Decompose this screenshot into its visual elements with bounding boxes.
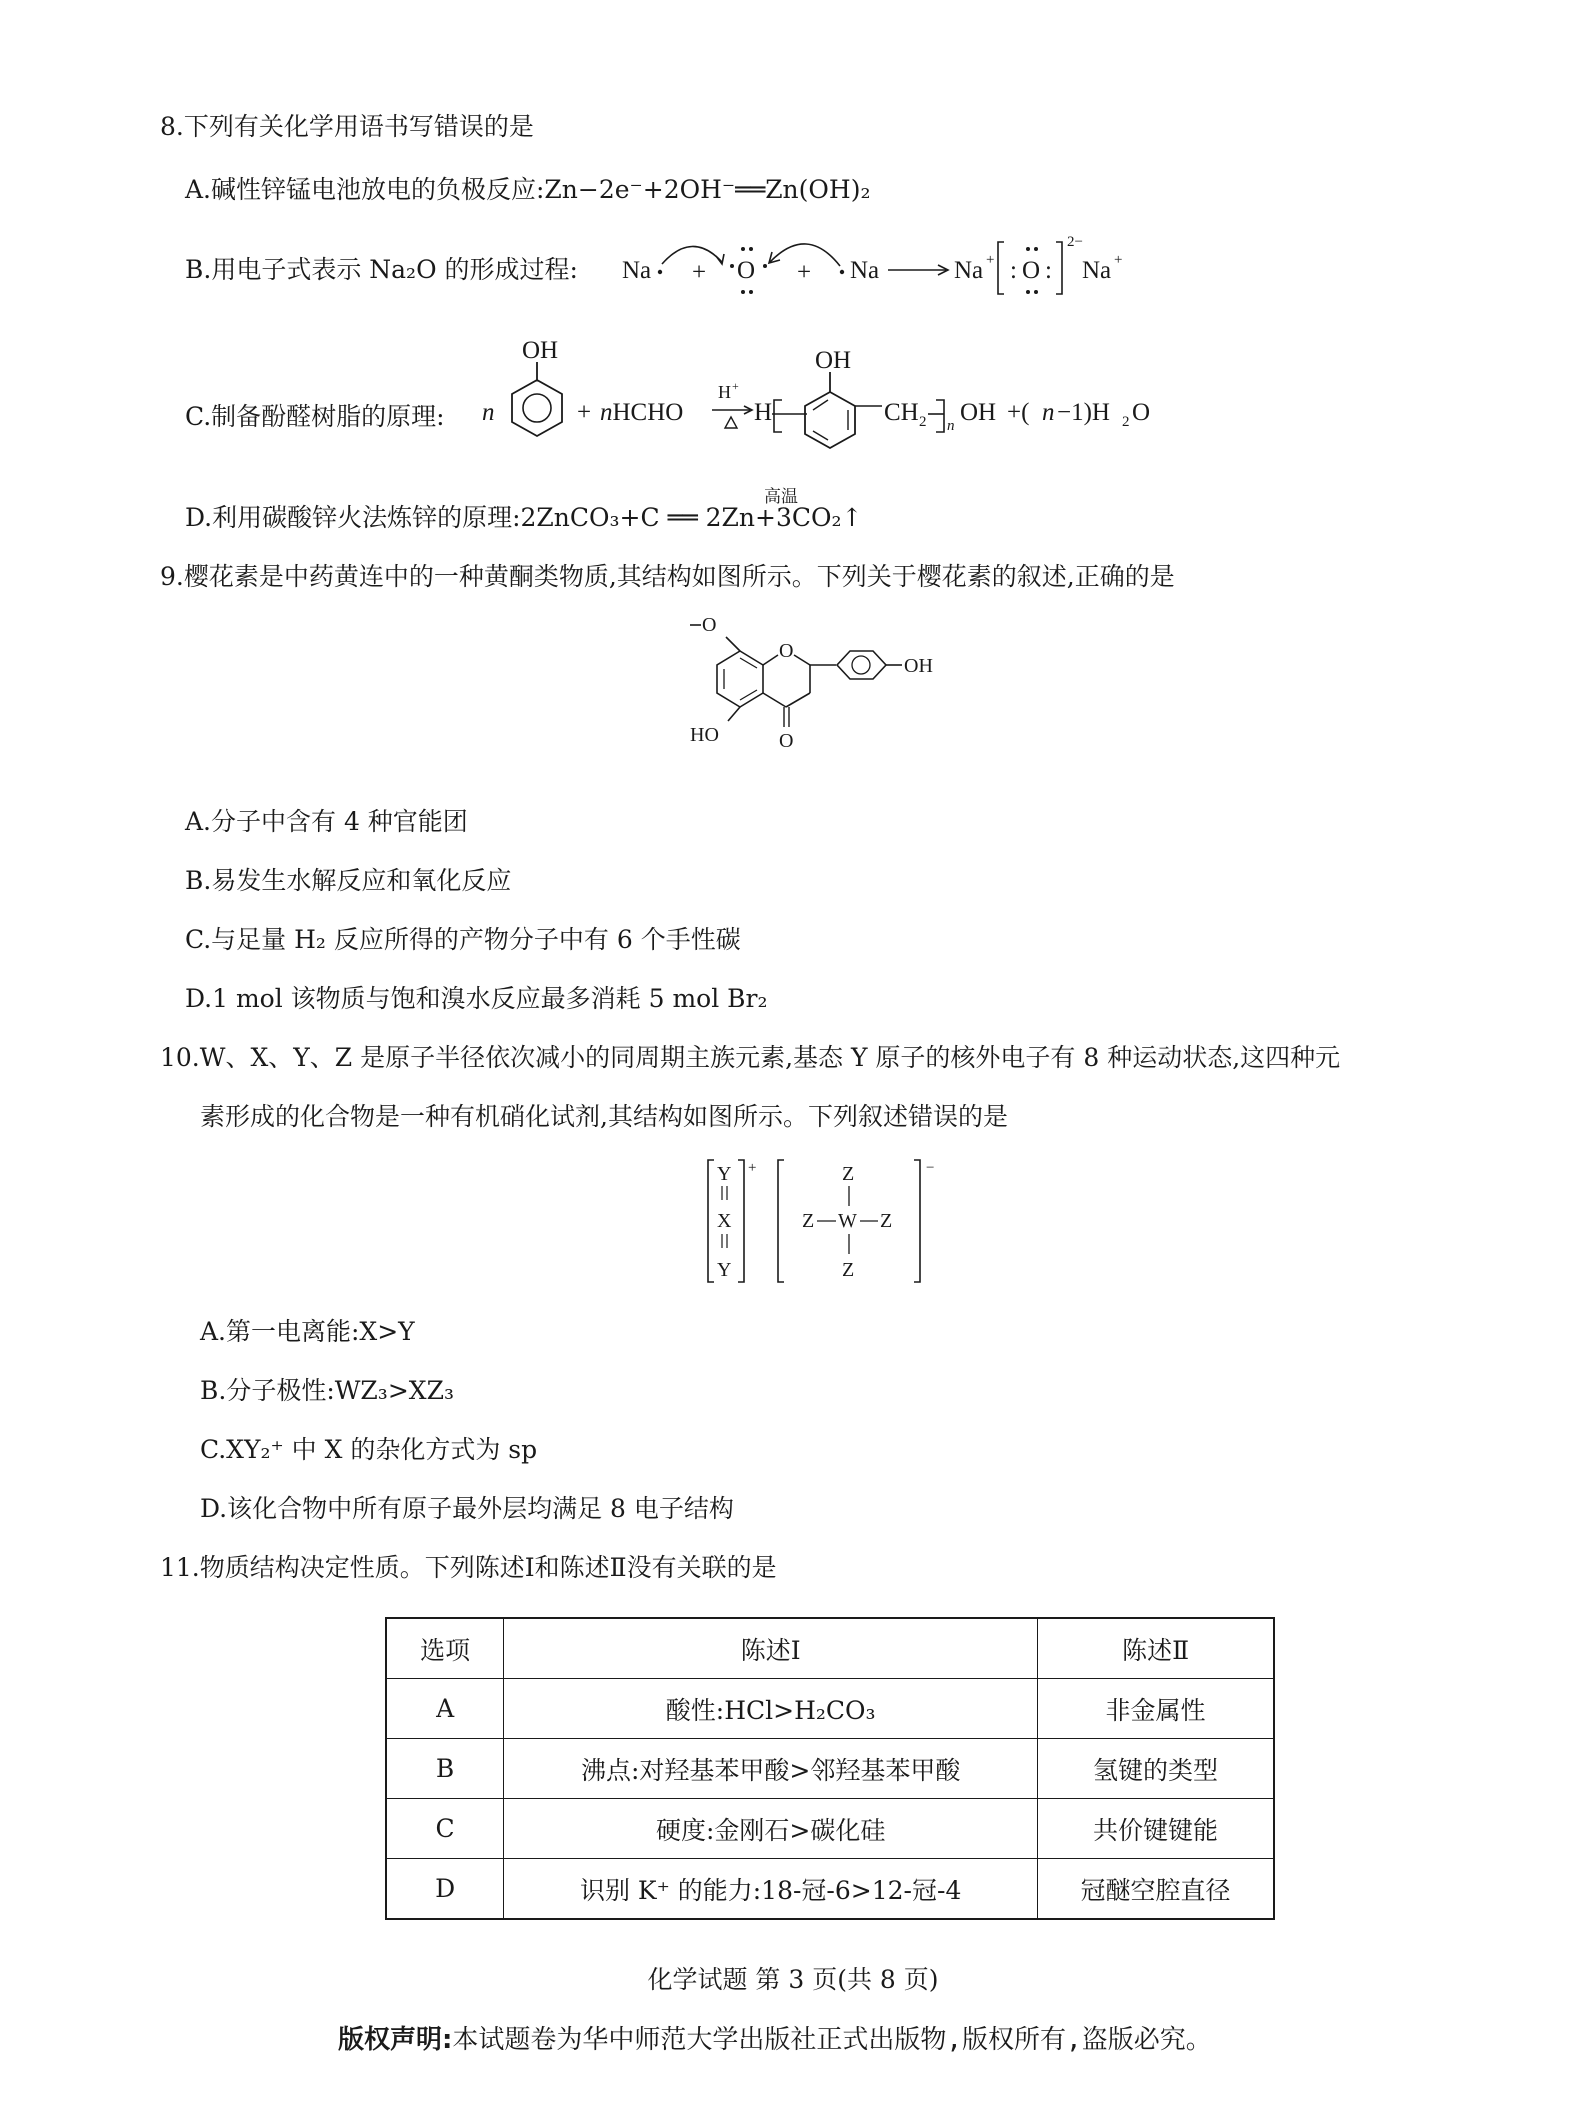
- q10-stem-line1: 10.W、X、Y、Z 是原子半径依次减小的同周期主族元素,基态 Y 原子的核外电子有 8 种运动状态,这四种元: [160, 1043, 1341, 1072]
- q9-option-b: B.易发生水解反应和氧化反应: [185, 866, 512, 895]
- q9-stem: 9.樱花素是中药黄连中的一种黄酮类物质,其结构如图所示。下列关于樱花素的叙述,正确的是: [160, 562, 1175, 591]
- q10-option-b: B.分子极性:WZ₃>XZ₃: [200, 1376, 454, 1405]
- svg-text:Na: Na: [622, 257, 652, 284]
- svg-text:O: O: [737, 257, 756, 284]
- q8-option-d: D.利用碳酸锌火法炼锌的原理:2ZnCO₃+C ══ 2Zn+3CO₂↑: [185, 503, 863, 532]
- q9-option-c: C.与足量 H₂ 反应所得的产物分子中有 6 个手性碳: [185, 925, 741, 954]
- svg-text:Na: Na: [1082, 257, 1112, 284]
- q8-option-a: A.碱性锌锰电池放电的负极反应:Zn−2e⁻+2OH⁻══Zn(OH)₂: [185, 175, 871, 204]
- svg-text:W: W: [838, 1210, 857, 1232]
- q11-table: [385, 1617, 1275, 1920]
- table-cell-statement1: 识别 K⁺ 的能力:18-冠-6>12-冠-4: [504, 1859, 1038, 1920]
- q10-option-c: C.XY₂⁺ 中 X 的杂化方式为 sp: [200, 1435, 538, 1464]
- table-cell-statement2: 氢键的类型: [1038, 1739, 1274, 1799]
- phenol-formaldehyde-diagram: [482, 330, 1242, 465]
- svg-text:OH: OH: [815, 347, 852, 374]
- q8-option-c-label: C.制备酚醛树脂的原理:: [185, 402, 445, 431]
- q10-option-a: A.第一电离能:X>Y: [200, 1317, 415, 1346]
- q8-option-d-condition: 高温: [764, 487, 798, 507]
- q9-option-d: D.1 mol 该物质与饱和溴水反应最多消耗 5 mol Br₂: [185, 984, 768, 1013]
- svg-text:Na: Na: [850, 257, 880, 284]
- svg-text:2−: 2−: [1067, 234, 1083, 250]
- svg-text:OH: OH: [904, 655, 933, 677]
- table-cell-statement2: 冠醚空腔直径: [1038, 1859, 1274, 1920]
- table-cell-option: A: [386, 1679, 504, 1739]
- svg-text::: :: [1010, 257, 1017, 284]
- nitronium-tetrafluoroborate-structure: [700, 1158, 970, 1288]
- copyright-notice: [338, 2025, 1212, 2056]
- svg-text:n: n: [482, 399, 495, 426]
- copyright-label: 版权声明:: [338, 2025, 453, 2055]
- table-header-row: [386, 1618, 1274, 1679]
- table-header-cell: 陈述Ⅱ: [1038, 1618, 1274, 1679]
- svg-text:2: 2: [919, 414, 927, 430]
- svg-text:Y: Y: [717, 1163, 732, 1185]
- svg-text:H: H: [718, 382, 731, 402]
- svg-text:Z: Z: [842, 1259, 855, 1281]
- na2o-formation-diagram: [612, 228, 1172, 308]
- svg-text:O: O: [779, 640, 794, 662]
- q8-option-b-label: B.用电子式表示 Na₂O 的形成过程:: [185, 255, 578, 284]
- svg-text:+(: +(: [1007, 399, 1030, 426]
- q11-stem: 11.物质结构决定性质。下列陈述Ⅰ和陈述Ⅱ没有关联的是: [160, 1553, 777, 1582]
- svg-text:OH: OH: [960, 399, 997, 426]
- svg-text:O: O: [702, 614, 717, 636]
- table-cell-statement2: 非金属性: [1038, 1679, 1274, 1739]
- svg-text:+: +: [1114, 252, 1123, 268]
- svg-text::: :: [1045, 257, 1052, 284]
- svg-text:2: 2: [1122, 414, 1130, 430]
- svg-text:+: +: [748, 1160, 757, 1176]
- svg-text:Na: Na: [954, 257, 984, 284]
- svg-text:OH: OH: [522, 337, 559, 364]
- table-cell-option: C: [386, 1799, 504, 1859]
- svg-text:+: +: [732, 379, 739, 393]
- svg-text:O: O: [779, 730, 794, 752]
- svg-text:−: −: [926, 1160, 935, 1176]
- table-cell-statement1: 酸性:HCl>H₂CO₃: [504, 1679, 1038, 1739]
- table-cell-option: B: [386, 1739, 504, 1799]
- svg-text:H: H: [754, 399, 773, 426]
- svg-text:+: +: [797, 259, 812, 286]
- svg-text:nHCHO: nHCHO: [600, 399, 684, 426]
- svg-text:Z: Z: [880, 1210, 893, 1232]
- svg-text:O: O: [1022, 257, 1041, 284]
- svg-text:X: X: [717, 1210, 732, 1232]
- svg-text:O: O: [1132, 399, 1151, 426]
- svg-text:−1)H: −1)H: [1057, 399, 1110, 426]
- svg-text:Z: Z: [842, 1163, 855, 1185]
- table-row: [386, 1799, 1274, 1859]
- svg-text:CH: CH: [884, 399, 919, 426]
- table-cell-statement1: 沸点:对羟基苯甲酸>邻羟基苯甲酸: [504, 1739, 1038, 1799]
- q10-option-d: D.该化合物中所有原子最外层均满足 8 电子结构: [200, 1494, 734, 1523]
- table-cell-statement1: 硬度:金刚石>碳化硅: [504, 1799, 1038, 1859]
- table-cell-option: D: [386, 1859, 504, 1920]
- table-row: [386, 1739, 1274, 1799]
- svg-text:+: +: [692, 259, 707, 286]
- table-cell-statement2: 共价键键能: [1038, 1799, 1274, 1859]
- svg-text:+: +: [986, 252, 995, 268]
- q8-stem: 8.下列有关化学用语书写错误的是: [160, 112, 534, 141]
- copyright-text: 本试题卷为华中师范大学出版社正式出版物,版权所有,盗版必究。: [452, 2025, 1212, 2055]
- table-header-cell: 陈述Ⅰ: [504, 1618, 1038, 1679]
- page-footer: 化学试题 第 3 页(共 8 页): [647, 1965, 939, 1994]
- svg-text:n: n: [947, 418, 955, 434]
- sakuranetin-structure: [680, 615, 1000, 775]
- table-header-cell: 选项: [386, 1618, 504, 1679]
- table-row: [386, 1859, 1274, 1920]
- svg-text:+: +: [577, 399, 592, 426]
- svg-text:Y: Y: [717, 1259, 732, 1281]
- table-row: [386, 1679, 1274, 1739]
- svg-text:HO: HO: [690, 724, 719, 746]
- q9-option-a: A.分子中含有 4 种官能团: [185, 807, 468, 836]
- svg-text:Z: Z: [802, 1210, 815, 1232]
- svg-text:n: n: [1042, 399, 1055, 426]
- q10-stem-line2: 素形成的化合物是一种有机硝化试剂,其结构如图所示。下列叙述错误的是: [200, 1102, 1008, 1131]
